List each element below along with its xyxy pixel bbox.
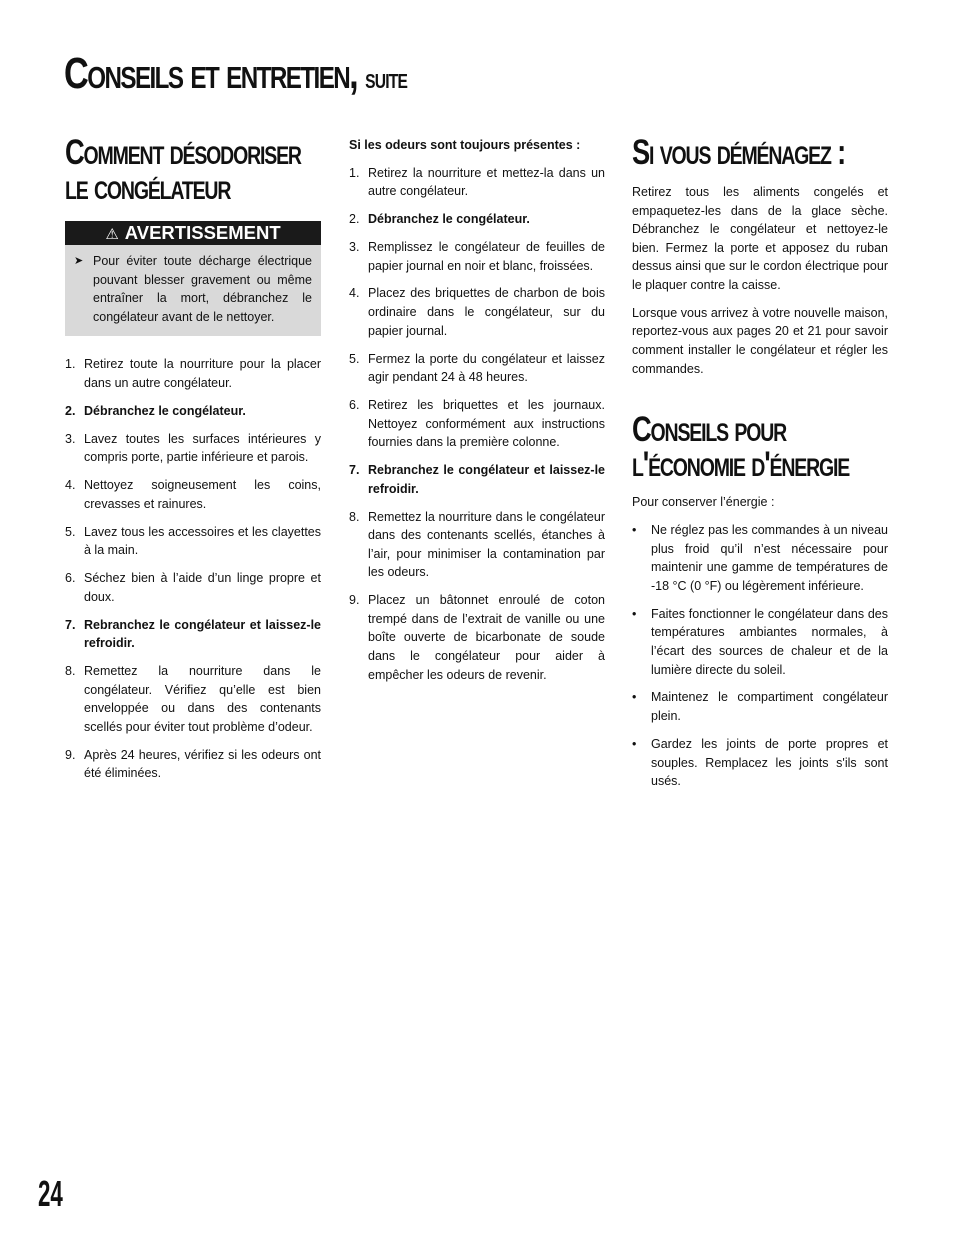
step-number: 1. (65, 357, 76, 372)
odors-steps (349, 164, 605, 685)
energy-heading: Conseils pour l'économie d'énergie (632, 410, 850, 485)
step-number: 3. (349, 239, 360, 254)
warning-triangle-icon: ⚠ (105, 226, 119, 243)
bullet-icon: • (632, 690, 637, 705)
step-text: Placez des briquettes de charbon de bois ordinaire dans le congélateur, sur du papier journal. (368, 286, 605, 338)
list-item (65, 476, 321, 513)
step-text: Retirez la nourriture et mettez-la dans un autre congélateur. (368, 165, 605, 199)
list-item (349, 461, 605, 498)
step-number: 9. (349, 593, 360, 608)
list-item (349, 350, 605, 387)
step-number: 6. (349, 398, 360, 413)
list-item (65, 616, 321, 653)
step-text: Retirez les briquettes et les journaux. Nettoyez conformément aux instructions fournies dans la première colonne. (368, 398, 605, 450)
list-item (349, 396, 605, 452)
step-text: Débranchez le congélateur. (84, 403, 246, 418)
bullet-text: Ne réglez pas les commandes à un niveau plus froid qu’il n’est nécessaire pour maintenir une gamme de températures de -18 °C (0 °F) ou légèrement inférieure. (651, 523, 888, 593)
list-item (349, 591, 605, 684)
step-text: Après 24 heures, vérifiez si les odeurs ont été éliminées. (84, 747, 321, 781)
list-item (632, 735, 888, 791)
bullet-text: Maintenez le compartiment congélateur plein. (651, 690, 888, 724)
page-number: 24 (38, 1173, 63, 1214)
step-number: 2. (349, 212, 360, 227)
step-number: 9. (65, 747, 76, 762)
step-text: Nettoyez soigneusement les coins, crevasses et rainures. (84, 478, 321, 511)
list-item (349, 284, 605, 340)
list-item (349, 210, 605, 229)
step-number: 5. (65, 524, 76, 539)
step-text: Débranchez le congélateur. (368, 212, 530, 227)
step-number: 8. (65, 664, 76, 679)
list-item (65, 430, 321, 467)
step-text: Retirez toute la nourriture pour la placer dans un autre congélateur. (84, 357, 321, 390)
arrow-bullet-icon: ➤ (74, 255, 84, 267)
step-text: Séchez bien à l’aide d’un linge propre et doux. (84, 571, 321, 604)
list-item (65, 402, 321, 421)
step-number: 3. (65, 431, 76, 446)
deodorize-heading: Comment désodoriser le congélateur (65, 133, 301, 207)
list-item (632, 688, 888, 725)
deodorize-steps (65, 355, 321, 783)
list-item (65, 746, 321, 783)
energy-bullets (632, 521, 888, 791)
step-number: 8. (349, 509, 360, 524)
step-number: 7. (349, 463, 360, 478)
moving-paragraph-1: Retirez tous les aliments congelés et empaquetez-les dans de la glace sèche. Débranchez le congélateur et nettoyez-le bien. Fermez la porte et apposez du ruban dessus ainsi que sur le cordon électrique pour le plaquer contre la caisse. (632, 185, 888, 292)
bullet-text: Gardez les joints de porte propres et souples. Remplacez les joints s'ils sont usés. (651, 736, 888, 789)
list-item (349, 238, 605, 275)
list-item (65, 523, 321, 560)
step-number: 4. (349, 286, 360, 301)
step-text: Fermez la porte du congélateur et laissez agir pendant 24 à 48 heures. (368, 351, 605, 385)
list-item (632, 605, 888, 679)
bullet-icon: • (632, 606, 637, 621)
step-text: Remettez la nourriture dans le congélateur. Vérifiez qu’elle est bien enveloppée ou dans des contenants scellés pour éviter tout problème d’odeur. (84, 664, 321, 734)
step-number: 6. (65, 571, 76, 586)
step-text: Remplissez le congélateur de feuilles de papier journal en noir et blanc, froissées. (368, 239, 605, 273)
step-number: 7. (65, 617, 76, 632)
list-item (65, 662, 321, 736)
column-odors (349, 136, 605, 694)
bullet-text: Faites fonctionner le congélateur dans des températures ambiantes normales, à l’écart des sources de chaleur et de la lumière directe du soleil. (651, 606, 888, 677)
step-number: 5. (349, 351, 360, 366)
step-text: Lavez tous les accessoires et les clayettes à la main. (84, 524, 321, 558)
page-title-main: Conseils et entretien, (64, 49, 358, 98)
step-text: Remettez la nourriture dans le congélateur dans des contenants scellés, étanches à l’air, pour minimiser la contamination par les odeurs. (368, 509, 605, 580)
warning-label: AVERTISSEMENT (124, 222, 281, 243)
odors-subheading: Si les odeurs sont toujours présentes : (349, 138, 581, 152)
list-item (349, 508, 605, 582)
list-item (349, 164, 605, 201)
bullet-icon: • (632, 523, 637, 538)
step-number: 1. (349, 165, 360, 180)
step-text: Rebranchez le congélateur et laissez-le refroidir. (84, 617, 321, 651)
list-item (65, 355, 321, 392)
moving-paragraph-2: Lorsque vous arrivez à votre nouvelle maison, reportez-vous aux pages 20 et 21 pour savoir comment installer le congélateur et régler les commandes. (632, 305, 888, 376)
list-item (65, 569, 321, 606)
page-title (64, 48, 407, 105)
list-item (632, 521, 888, 595)
step-text: Placez un bâtonnet enroulé de coton trempé dans de l’extrait de vanille ou une boîte ouverte de bicarbonate de soude dans le congélateur pour aider à empêcher les odeurs de revenir. (368, 593, 605, 682)
warning-box (65, 221, 321, 336)
step-number: 2. (65, 403, 76, 418)
step-text: Lavez toutes les surfaces intérieures y compris porte, partie inférieure et parois. (84, 431, 321, 465)
column-deodorize (65, 135, 321, 792)
step-number: 4. (65, 478, 76, 493)
warning-text: Pour éviter toute décharge électrique pouvant blesser gravement ou même entraîner la mort, débranchez le congélateur avant de le nettoyer. (93, 254, 312, 324)
energy-intro: Pour conserver l’énergie : (632, 495, 775, 510)
moving-heading: Si vous déménagez : (632, 133, 846, 172)
bullet-icon: • (632, 736, 637, 751)
column-moving-energy (632, 135, 888, 800)
step-text: Rebranchez le congélateur et laissez-le refroidir. (368, 463, 605, 496)
warning-header (65, 221, 321, 245)
warning-body (65, 245, 321, 326)
page-title-suite: suite (365, 63, 408, 94)
